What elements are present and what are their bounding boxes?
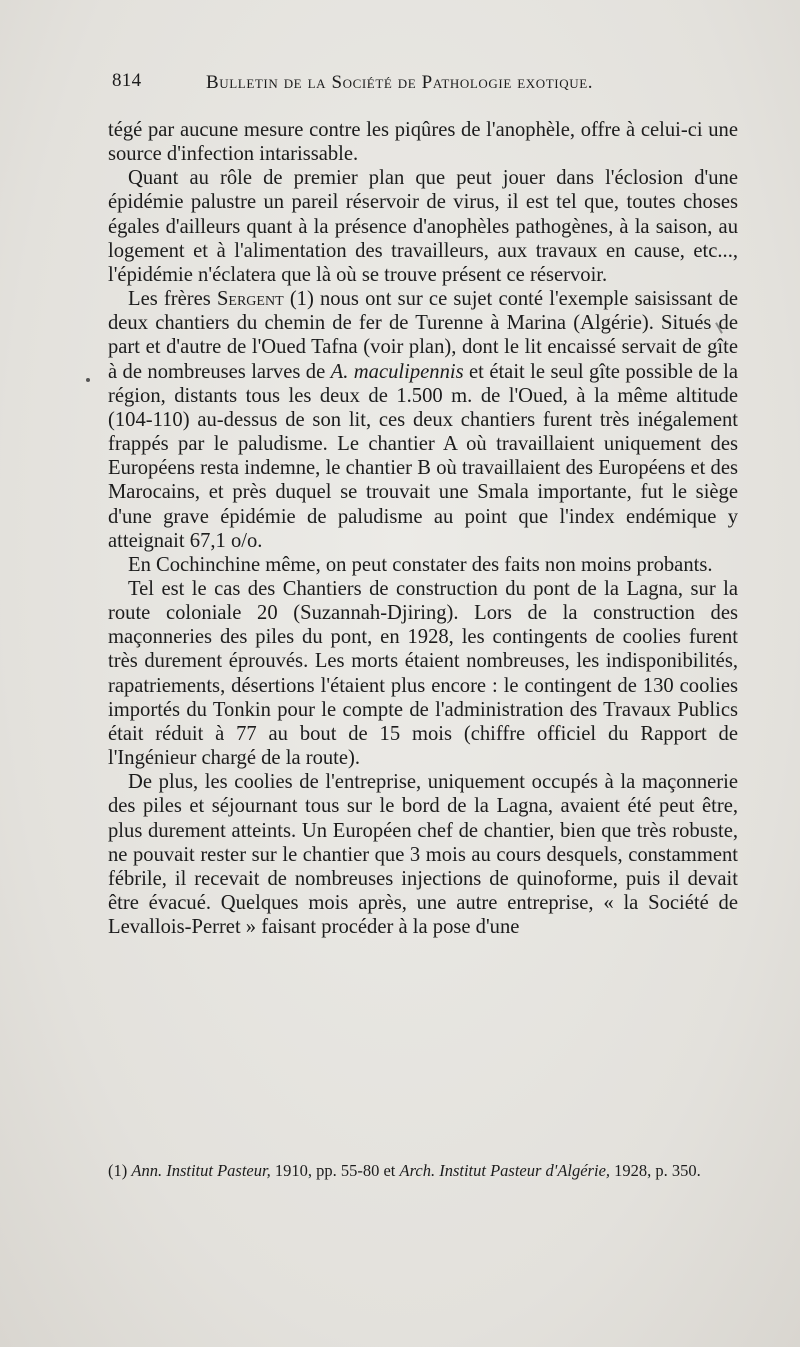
paragraph-2: Quant au rôle de premier plan que peut jouer dans l'éclosion d'une épidémie palustre un pareil réservoir de virus, il est tel que, toutes choses égales d'ailleurs quant à la présence d'anophèles pathogènes, à la saison, au logement et à l'alimentation des travailleurs, aux travaux en cause, etc..., l'épidémie n'éclatera que là où se trouve présent ce réservoir. — [108, 167, 738, 286]
footnote-middle: 1910, pp. 55-80 et — [274, 1161, 396, 1180]
footnote-marker: (1) — [108, 1161, 128, 1180]
paragraph-3-after: (1) nous ont sur ce sujet conté l'exemple saisissant de deux chantiers du chemin de fer de Turenne à Marina (Algérie). Situés de part et d'autre de l'Oued Tafna (voir plan), dont le lit encaissé servait de gîte à de nombreuses larves de — [108, 288, 738, 383]
page-number: 814 — [112, 70, 142, 91]
footnote-end: 1928, p. 350. — [614, 1161, 701, 1180]
paragraph-4: En Cochinchine même, on peut constater des faits non moins probants. — [128, 553, 713, 576]
footnote-journal-2: Arch. Institut Pasteur d'Algérie, — [399, 1161, 611, 1180]
footnote-1 — [108, 1160, 738, 1182]
paragraph-1: tégé par aucune mesure contre les piqûres de l'anophèle, offre à celui-ci une source d'infection intarissable. — [108, 119, 738, 166]
body-text — [108, 118, 738, 939]
footnote-journal-1: Ann. Institut Pasteur, — [131, 1161, 271, 1180]
page-header — [112, 70, 742, 100]
paragraph-5: Tel est le cas des Chantiers de construction du pont de la Lagna, sur la route coloniale 20 (Suzannah-Djiring). Lors de la construction des maçonneries des piles du pont, en 1928, les contingents de coolies furent très durement éprouvés. Les morts étaient nombreuses, les indisponibilités, rapatriements, désertions l'étaient plus encore : le contingent de 130 coolies importés du Tonkin pour le compte de l'administration des Travaux Publics était réduit à 77 au bout de 15 mois (chiffre officiel du Rapport de l'Ingénieur chargé de la route). — [108, 577, 738, 770]
author-name: Sergent — [216, 288, 284, 311]
paragraph-3 — [108, 287, 738, 553]
paragraph-6: De plus, les coolies de l'entreprise, uniquement occupés à la maçonnerie des piles et séjournant tous sur le bord de la Lagna, avaient été peut être, plus durement atteints. Un Européen chef de chantier, bien que très robuste, ne pouvait rester sur le chantier que 3 mois au cours desquels, constamment fébrile, il recevait de nombreuses injections de quinoforme, puis il devait être évacué. Quelques mois après, une autre entreprise, « la Société de Levallois-Perret » faisant procéder à la pose d'une — [108, 771, 738, 939]
footnotes — [108, 1160, 738, 1182]
paragraph-3-before: Les frères — [128, 288, 211, 311]
species-name: A. maculipennis — [330, 360, 464, 383]
running-title: Bulletin de la Société de Pathologie exotique. — [206, 72, 594, 93]
paragraph-3-after2: et était le seul gîte possible de la région, distants tous les deux de 1.500 m. de l'Oued, à la même altitude (104-110) au-dessus de son lit, ces deux chantiers furent très inégalement frappés par le paludisme. Le chantier A où travaillaient uniquement des Européens resta indemne, le chantier B où travaillaient des Européens et des Marocains, et près duquel se trouvait une Smala importante, fut le siège d'une grave épidémie de paludisme au point que l'index endémique y atteignait 67,1 o/o. — [108, 360, 738, 552]
margin-mark — [86, 378, 90, 382]
